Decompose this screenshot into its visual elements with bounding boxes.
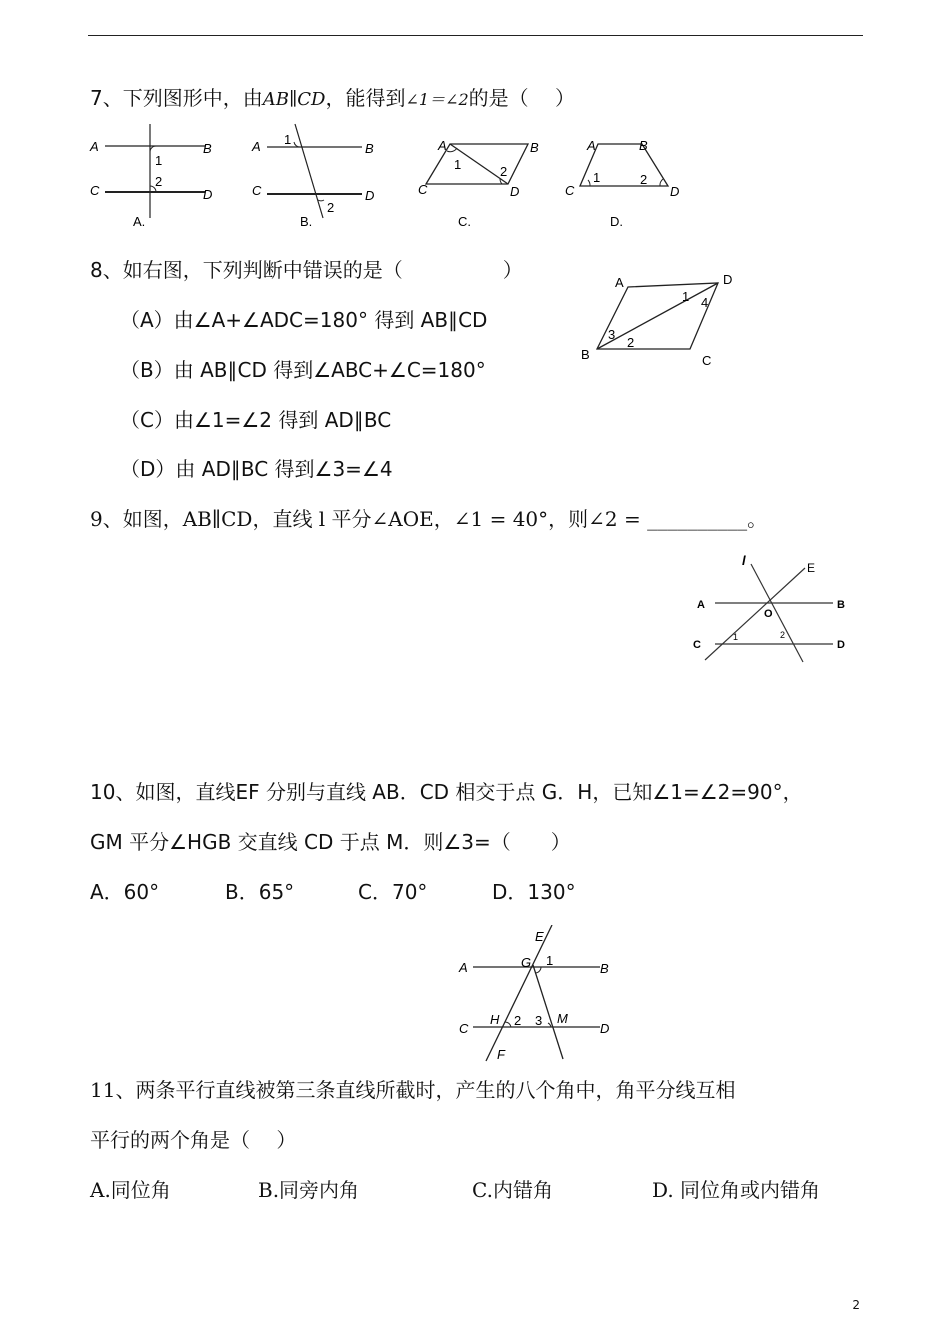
q8-angle-1: 1: [682, 289, 690, 304]
q7d-label-D: D: [670, 184, 680, 199]
q9-angle-1: 1: [733, 632, 739, 642]
q8-option-c: （C）由∠1=∠2 得到 AD∥BC: [120, 408, 392, 432]
q8-figure: [575, 265, 745, 375]
q10-label-B: B: [600, 961, 609, 976]
q8-angle-3: 3: [608, 327, 616, 342]
q9-angle-2: 2: [780, 630, 786, 640]
q7-figure-d: [560, 122, 700, 232]
q7d-label-B: B: [639, 138, 648, 153]
q10-option-d: D．130°: [492, 880, 576, 904]
q7-option-d: D.: [610, 214, 623, 229]
q10-option-c: C．70°: [358, 880, 428, 904]
q10-label-C: C: [459, 1021, 469, 1036]
q7-suffix: 的是（ ）: [468, 86, 576, 110]
q10-angle-3: 3: [535, 1013, 543, 1028]
q8-option-d: （D）由 AD∥BC 得到∠3=∠4: [120, 457, 393, 481]
q8-angle-2: 2: [627, 335, 635, 350]
q7-prefix: 7、下列图形中，由: [90, 86, 263, 110]
q10-label-A: A: [459, 960, 468, 975]
q7-option-a: A.: [133, 214, 146, 229]
q7-stem: [90, 86, 575, 112]
q7b-label-B: B: [365, 141, 374, 156]
q7c-angle-1: 1: [454, 157, 462, 172]
q8-label-B: B: [581, 347, 590, 362]
q8-option-a: （A）由∠A+∠ADC=180° 得到 AB∥CD: [120, 308, 488, 332]
q9-label-B: B: [837, 599, 845, 611]
q7-figure-a: [85, 122, 225, 232]
q7c-angle-2: 2: [500, 164, 508, 179]
q7a-label-B: B: [203, 141, 212, 156]
q7a-label-A: A: [90, 139, 99, 154]
q8-label-A: A: [615, 275, 624, 290]
q9-label-A: A: [697, 599, 705, 611]
q8-label-C: C: [702, 353, 712, 368]
q10-label-G: G: [521, 955, 532, 970]
q10-option-b: B．65°: [225, 880, 295, 904]
q7a-angle-2: 2: [155, 174, 163, 189]
q10-angle-2: 2: [514, 1013, 522, 1028]
q9-stem: 9、如图，AB∥CD，直线 l 平分∠AOE，∠1 = 40°，则∠2 = __________。: [90, 507, 768, 531]
q7d-angle-1: 1: [593, 170, 601, 185]
q7b-angle-2: 2: [327, 200, 335, 215]
q9-label-l: l: [742, 553, 746, 568]
q7b-label-A: A: [252, 139, 261, 154]
q11-stem-line1: 11、两条平行直线被第三条直线所截时，产生的八个角中，角平分线互相: [90, 1078, 736, 1102]
q7b-label-C: C: [252, 183, 262, 198]
q8-option-b: （B）由 AB∥CD 得到∠ABC+∠C=180°: [120, 358, 486, 382]
q7-figure-c: [410, 122, 550, 232]
q10-stem-line2: GM 平分∠HGB 交直线 CD 于点 M．则∠3=（ ）: [90, 830, 571, 854]
q11-option-a: A.同位角: [90, 1178, 171, 1202]
q7b-angle-1: 1: [284, 132, 292, 147]
q9-label-E: E: [807, 561, 816, 575]
q10-stem-line1: 10、如图，直线EF 分别与直线 AB．CD 相交于点 G．H，已知∠1=∠2=90°，: [90, 780, 803, 804]
q7-mid: ，能得到: [325, 86, 406, 110]
q7c-label-D: D: [510, 184, 520, 199]
q10-label-H: H: [490, 1012, 500, 1027]
q9-label-O: O: [764, 608, 773, 620]
q8-label-D: D: [723, 272, 733, 287]
q10-label-D: D: [600, 1021, 610, 1036]
q7c-label-B: B: [530, 140, 539, 155]
q7d-label-C: C: [565, 183, 575, 198]
q7-condition: AB∥CD: [262, 89, 326, 110]
q7a-label-C: C: [90, 183, 100, 198]
q10-label-E: E: [535, 929, 544, 944]
q10-option-a: A．60°: [90, 880, 160, 904]
q7c-label-C: C: [418, 182, 428, 197]
q10-label-F: F: [497, 1047, 505, 1062]
q11-option-b: B.同旁内角: [258, 1178, 360, 1202]
q7a-angle-1: 1: [155, 153, 163, 168]
page-number: 2: [852, 1298, 860, 1312]
q9-figure: [685, 552, 860, 667]
q7d-label-A: A: [587, 138, 596, 153]
q7-figure-b: [245, 122, 385, 232]
q7d-angle-2: 2: [640, 172, 648, 187]
q11-option-c: C.内错角: [472, 1178, 553, 1202]
q7c-label-A: A: [438, 138, 447, 153]
q7a-label-D: D: [203, 187, 213, 202]
q10-angle-1: 1: [546, 953, 554, 968]
q8-angle-4: 4: [701, 295, 709, 310]
q11-option-d: D. 同位角或内错角: [652, 1178, 821, 1202]
q7-option-c: C.: [458, 214, 471, 229]
q7-option-b: B.: [300, 214, 313, 229]
q11-stem-line2: 平行的两个角是（ ）: [90, 1128, 297, 1152]
q8-stem: 8、如右图，下列判断中错误的是（ ）: [90, 258, 523, 282]
q10-figure: [455, 925, 625, 1065]
q9-label-C: C: [693, 639, 701, 651]
q7b-label-D: D: [365, 188, 375, 203]
q9-label-D: D: [837, 639, 845, 651]
q10-label-M: M: [557, 1011, 568, 1026]
q7-conclusion: ∠1＝∠2: [405, 90, 469, 109]
header-rule: [88, 35, 863, 36]
